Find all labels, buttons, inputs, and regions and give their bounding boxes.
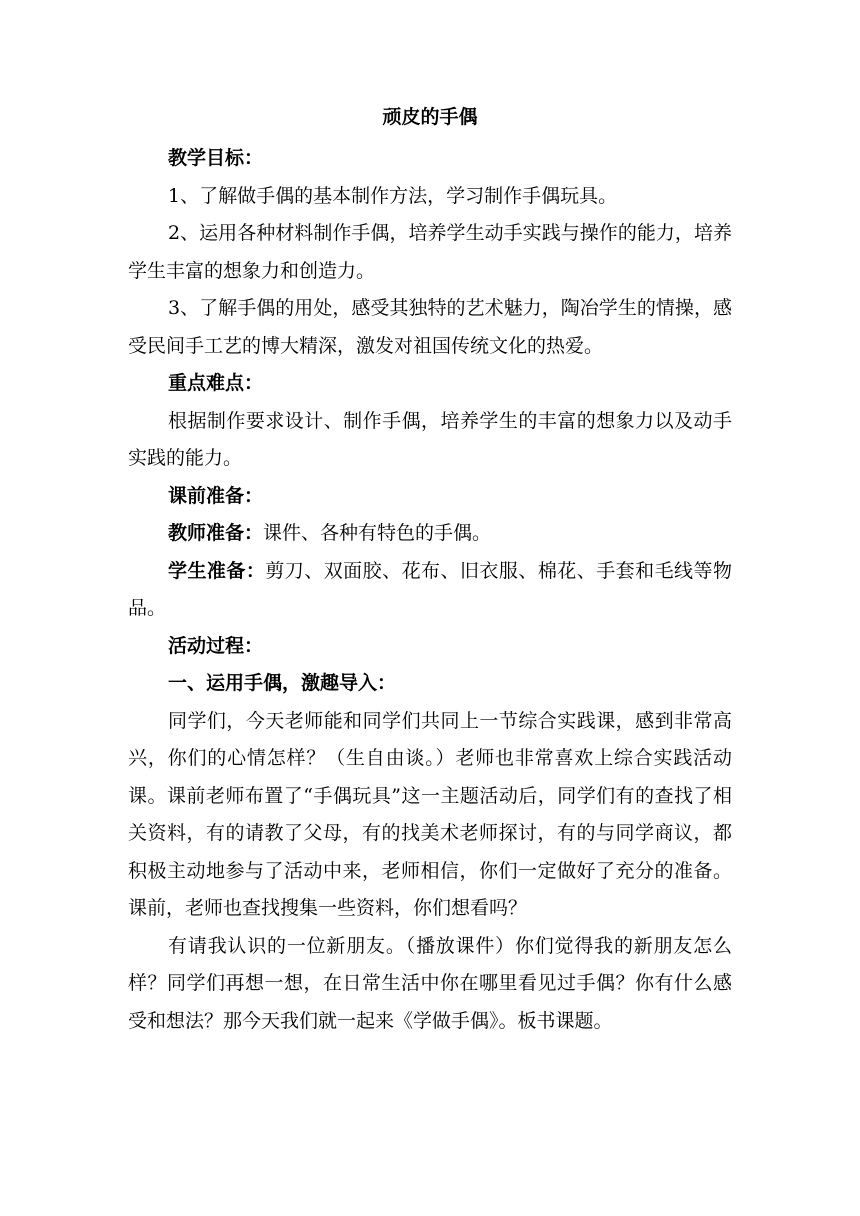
key-points-text: 根据制作要求设计、制作手偶，培养学生的丰富的想象力以及动手实践的能力。 (128, 409, 732, 469)
section-1-paragraph-1: 同学们，今天老师能和同学们共同上一节综合实践课，感到非常高兴，你们的心情怎样？（生自由谈。）老师也非常喜欢上综合实践活动课。课前老师布置了“手偶玩具”这一主题活动后，同学们有的查找了相关资料，有的请教了父母，有的找美术老师探讨，有的与同学商议，都积极主动地参与了活动中来，老师相信，你们一定做好了充分的准备。课前，老师也查找搜集一些资料，你们想看吗？ (128, 709, 732, 919)
process-heading: 活动过程： (168, 634, 264, 657)
goals-heading: 教学目标： (168, 147, 264, 169)
student-preparation (128, 553, 732, 628)
teacher-preparation-text: 课件、各种有特色的手偶。 (263, 522, 492, 544)
teacher-preparation-label: 教师准备： (168, 522, 264, 544)
document-body (128, 140, 732, 1040)
goal-item-1: 1、了解做手偶的基本制作方法，学习制作手偶玩具。 (168, 184, 618, 207)
teacher-preparation (128, 515, 732, 553)
section-1-paragraph-2: 有请我认识的一位新朋友。（播放课件）你们觉得我的新朋友怎么样？同学们再想一想，在日常生活中你在哪里看见过手偶？你有什么感受和想法？那今天我们就一起来《学做手偶》。板书课题。 (128, 934, 732, 1032)
preparation-heading: 课前准备： (168, 484, 264, 507)
student-preparation-text: 剪刀、双面胶、花布、旧衣服、棉花、手套和毛线等物品。 (128, 559, 732, 619)
student-preparation-label: 学生准备： (168, 559, 266, 582)
goal-item-3: 3、了解手偶的用处，感受其独特的艺术魅力，陶冶学生的情操，感受民间手工艺的博大精深，激发对祖国传统文化的热爱。 (128, 297, 732, 357)
document-title: 顽皮的手偶 (382, 106, 478, 128)
section-1-heading: 一、运用手偶，激趣导入： (168, 672, 397, 694)
goal-item-2: 2、运用各种材料制作手偶，培养学生动手实践与操作的能力，培养学生丰富的想象力和创造力。 (128, 222, 732, 282)
key-points-heading: 重点难点： (168, 372, 264, 394)
